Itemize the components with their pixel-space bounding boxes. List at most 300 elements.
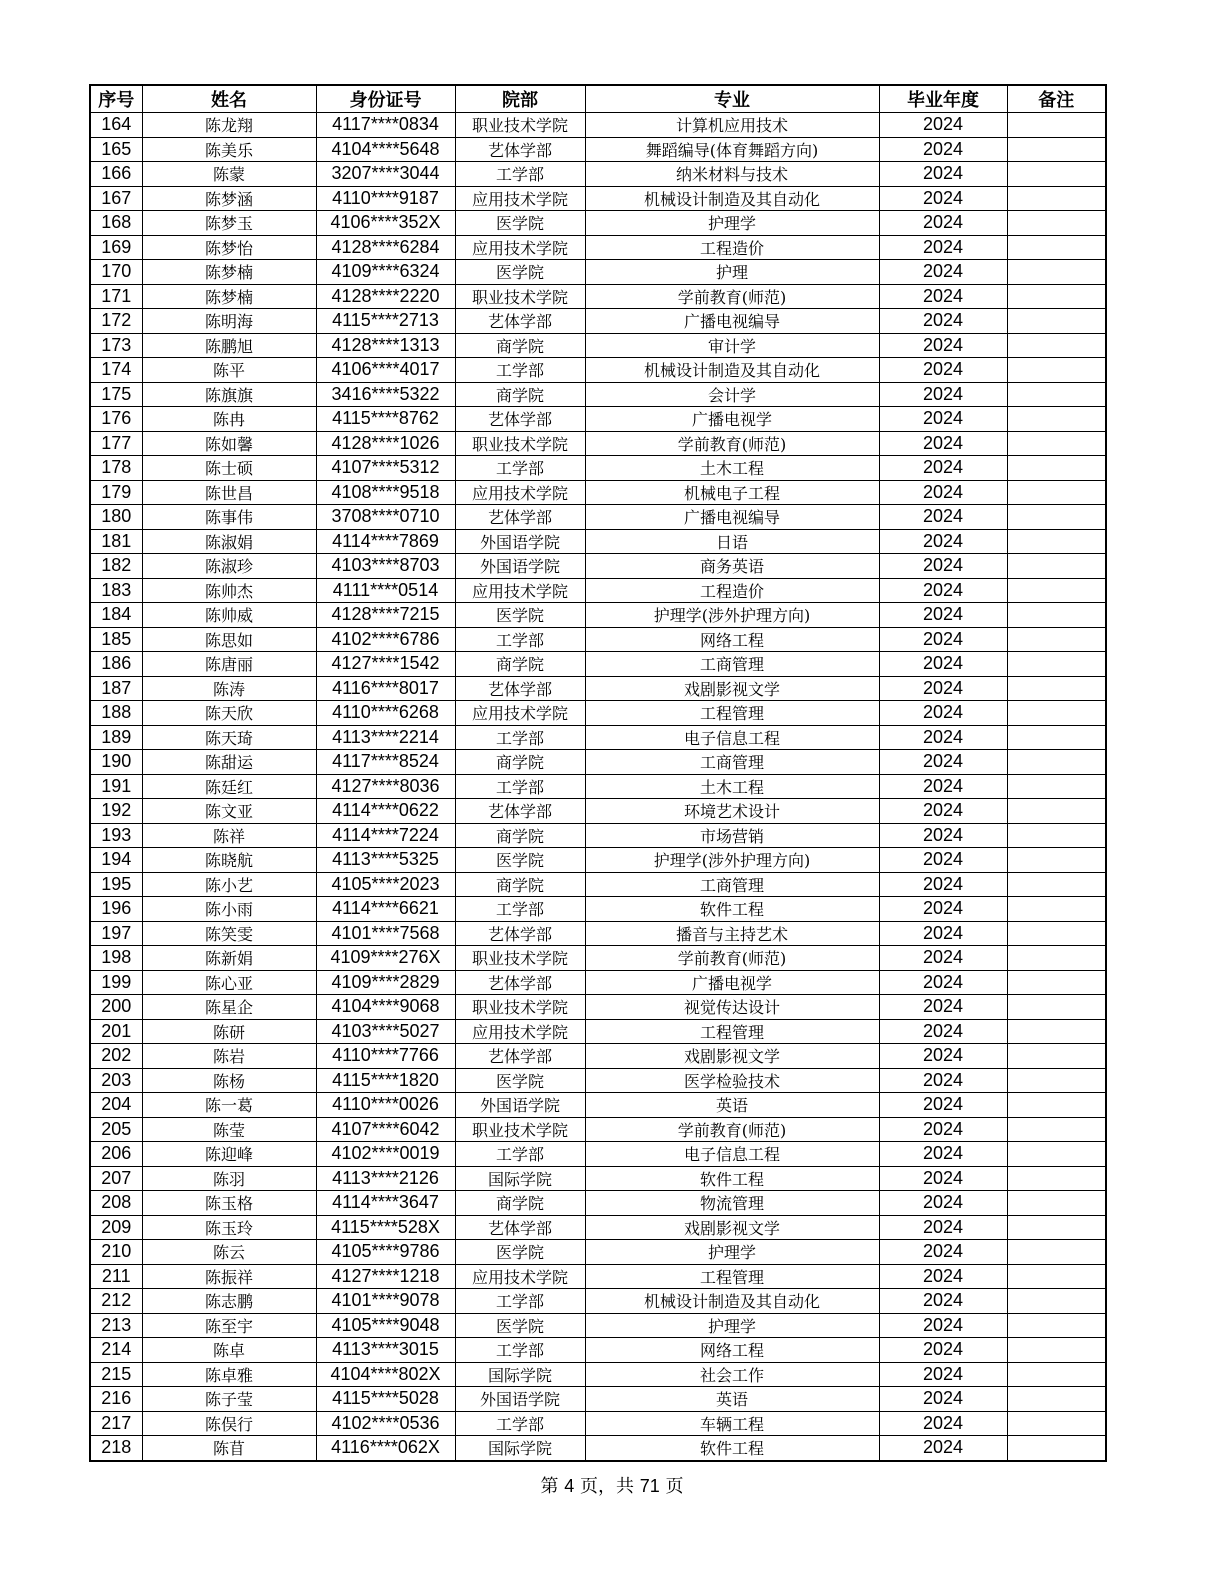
cell-remarks — [1007, 872, 1106, 897]
cell-major: 医学检验技术 — [585, 1068, 879, 1093]
cell-graduation-year: 2024 — [879, 848, 1007, 873]
header-remarks: 备注 — [1007, 85, 1106, 113]
cell-major: 护理学 — [585, 1240, 879, 1265]
cell-graduation-year: 2024 — [879, 1240, 1007, 1265]
cell-id-number: 4103****8703 — [316, 554, 455, 579]
cell-remarks — [1007, 725, 1106, 750]
cell-department: 商学院 — [455, 652, 585, 677]
cell-index: 198 — [90, 946, 142, 971]
cell-name: 陈帅杰 — [142, 578, 316, 603]
table-row — [90, 1436, 1106, 1461]
cell-major: 土木工程 — [585, 456, 879, 481]
table-row — [90, 627, 1106, 652]
cell-name: 陈羽 — [142, 1166, 316, 1191]
cell-index: 178 — [90, 456, 142, 481]
cell-name: 陈天琦 — [142, 725, 316, 750]
header-department: 院部 — [455, 85, 585, 113]
footer-middle: 页，共 — [579, 1476, 634, 1497]
cell-major: 工程造价 — [585, 578, 879, 603]
cell-remarks — [1007, 676, 1106, 701]
cell-major: 会计学 — [585, 382, 879, 407]
table-row — [90, 358, 1106, 383]
cell-graduation-year: 2024 — [879, 1215, 1007, 1240]
cell-id-number: 4113****2126 — [316, 1166, 455, 1191]
table-row — [90, 799, 1106, 824]
cell-index: 200 — [90, 995, 142, 1020]
cell-graduation-year: 2024 — [879, 235, 1007, 260]
cell-id-number: 4105****9048 — [316, 1313, 455, 1338]
cell-name: 陈龙翔 — [142, 113, 316, 138]
table-row — [90, 946, 1106, 971]
table-row — [90, 1362, 1106, 1387]
cell-id-number: 4106****4017 — [316, 358, 455, 383]
cell-graduation-year: 2024 — [879, 1436, 1007, 1461]
table-row — [90, 260, 1106, 285]
cell-index: 175 — [90, 382, 142, 407]
cell-major: 护理学 — [585, 211, 879, 236]
cell-major: 英语 — [585, 1387, 879, 1412]
cell-id-number: 4102****6786 — [316, 627, 455, 652]
cell-graduation-year: 2024 — [879, 1264, 1007, 1289]
cell-graduation-year: 2024 — [879, 1289, 1007, 1314]
cell-name: 陈心亚 — [142, 970, 316, 995]
cell-index: 192 — [90, 799, 142, 824]
cell-major: 软件工程 — [585, 897, 879, 922]
cell-id-number: 4117****0834 — [316, 113, 455, 138]
table-row — [90, 235, 1106, 260]
table-row — [90, 211, 1106, 236]
cell-index: 197 — [90, 921, 142, 946]
cell-name: 陈笑雯 — [142, 921, 316, 946]
cell-name: 陈子莹 — [142, 1387, 316, 1412]
cell-remarks — [1007, 970, 1106, 995]
table-row — [90, 578, 1106, 603]
cell-name: 陈卓雅 — [142, 1362, 316, 1387]
table-row — [90, 1093, 1106, 1118]
cell-graduation-year: 2024 — [879, 1411, 1007, 1436]
cell-name: 陈梦玉 — [142, 211, 316, 236]
cell-id-number: 4101****7568 — [316, 921, 455, 946]
cell-remarks — [1007, 627, 1106, 652]
page-footer — [0, 1472, 1224, 1498]
cell-id-number: 4103****5027 — [316, 1019, 455, 1044]
table-row — [90, 1215, 1106, 1240]
cell-graduation-year: 2024 — [879, 1313, 1007, 1338]
cell-name: 陈帅威 — [142, 603, 316, 628]
cell-index: 168 — [90, 211, 142, 236]
cell-graduation-year: 2024 — [879, 1338, 1007, 1363]
cell-index: 189 — [90, 725, 142, 750]
cell-name: 陈甜运 — [142, 750, 316, 775]
cell-id-number: 4111****0514 — [316, 578, 455, 603]
cell-name: 陈唐丽 — [142, 652, 316, 677]
cell-major: 工商管理 — [585, 652, 879, 677]
cell-department: 职业技术学院 — [455, 946, 585, 971]
cell-graduation-year: 2024 — [879, 676, 1007, 701]
cell-name: 陈梦楠 — [142, 260, 316, 285]
cell-index: 164 — [90, 113, 142, 138]
cell-department: 外国语学院 — [455, 554, 585, 579]
cell-graduation-year: 2024 — [879, 284, 1007, 309]
cell-major: 视觉传达设计 — [585, 995, 879, 1020]
cell-major: 护理 — [585, 260, 879, 285]
cell-graduation-year: 2024 — [879, 162, 1007, 187]
cell-graduation-year: 2024 — [879, 1044, 1007, 1069]
cell-index: 179 — [90, 480, 142, 505]
cell-index: 185 — [90, 627, 142, 652]
cell-id-number: 4110****6268 — [316, 701, 455, 726]
cell-name: 陈小艺 — [142, 872, 316, 897]
cell-major: 机械设计制造及其自动化 — [585, 1289, 879, 1314]
cell-department: 商学院 — [455, 382, 585, 407]
cell-department: 工学部 — [455, 1338, 585, 1363]
cell-remarks — [1007, 529, 1106, 554]
cell-id-number: 4128****1313 — [316, 333, 455, 358]
cell-remarks — [1007, 1215, 1106, 1240]
header-graduation-year: 毕业年度 — [879, 85, 1007, 113]
cell-graduation-year: 2024 — [879, 113, 1007, 138]
cell-id-number: 4107****5312 — [316, 456, 455, 481]
cell-department: 商学院 — [455, 1191, 585, 1216]
cell-department: 职业技术学院 — [455, 113, 585, 138]
cell-name: 陈卓 — [142, 1338, 316, 1363]
cell-major: 广播电视学 — [585, 407, 879, 432]
cell-name: 陈世昌 — [142, 480, 316, 505]
cell-graduation-year: 2024 — [879, 137, 1007, 162]
cell-major: 工程造价 — [585, 235, 879, 260]
cell-name: 陈梦涵 — [142, 186, 316, 211]
table-row — [90, 1313, 1106, 1338]
cell-name: 陈平 — [142, 358, 316, 383]
cell-major: 学前教育(师范) — [585, 431, 879, 456]
cell-graduation-year: 2024 — [879, 505, 1007, 530]
cell-remarks — [1007, 358, 1106, 383]
cell-graduation-year: 2024 — [879, 1362, 1007, 1387]
cell-department: 医学院 — [455, 260, 585, 285]
table-row — [90, 456, 1106, 481]
cell-remarks — [1007, 505, 1106, 530]
cell-department: 商学院 — [455, 750, 585, 775]
cell-remarks — [1007, 1142, 1106, 1167]
cell-graduation-year: 2024 — [879, 1191, 1007, 1216]
cell-remarks — [1007, 113, 1106, 138]
cell-remarks — [1007, 848, 1106, 873]
cell-department: 工学部 — [455, 162, 585, 187]
cell-name: 陈蒙 — [142, 162, 316, 187]
cell-graduation-year: 2024 — [879, 701, 1007, 726]
cell-remarks — [1007, 1362, 1106, 1387]
cell-index: 173 — [90, 333, 142, 358]
cell-major: 网络工程 — [585, 1338, 879, 1363]
cell-major: 工程管理 — [585, 701, 879, 726]
cell-index: 211 — [90, 1264, 142, 1289]
cell-remarks — [1007, 995, 1106, 1020]
cell-department: 职业技术学院 — [455, 284, 585, 309]
cell-name: 陈志鹏 — [142, 1289, 316, 1314]
table-row — [90, 774, 1106, 799]
cell-name: 陈文亚 — [142, 799, 316, 824]
table-row — [90, 652, 1106, 677]
table-row — [90, 701, 1106, 726]
cell-remarks — [1007, 480, 1106, 505]
cell-graduation-year: 2024 — [879, 1068, 1007, 1093]
cell-name: 陈淑珍 — [142, 554, 316, 579]
cell-id-number: 4109****2829 — [316, 970, 455, 995]
cell-remarks — [1007, 1264, 1106, 1289]
cell-major: 工程管理 — [585, 1264, 879, 1289]
cell-graduation-year: 2024 — [879, 431, 1007, 456]
cell-index: 176 — [90, 407, 142, 432]
cell-graduation-year: 2024 — [879, 946, 1007, 971]
cell-major: 播音与主持艺术 — [585, 921, 879, 946]
table-row — [90, 1387, 1106, 1412]
cell-department: 医学院 — [455, 1313, 585, 1338]
cell-index: 216 — [90, 1387, 142, 1412]
cell-id-number: 4108****9518 — [316, 480, 455, 505]
cell-remarks — [1007, 407, 1106, 432]
cell-remarks — [1007, 186, 1106, 211]
cell-index: 199 — [90, 970, 142, 995]
cell-graduation-year: 2024 — [879, 1166, 1007, 1191]
cell-id-number: 4115****1820 — [316, 1068, 455, 1093]
cell-department: 工学部 — [455, 358, 585, 383]
cell-name: 陈小雨 — [142, 897, 316, 922]
cell-index: 207 — [90, 1166, 142, 1191]
cell-name: 陈晓航 — [142, 848, 316, 873]
cell-id-number: 4110****9187 — [316, 186, 455, 211]
cell-department: 应用技术学院 — [455, 186, 585, 211]
cell-name: 陈振祥 — [142, 1264, 316, 1289]
cell-name: 陈俣行 — [142, 1411, 316, 1436]
cell-graduation-year: 2024 — [879, 897, 1007, 922]
cell-major: 软件工程 — [585, 1166, 879, 1191]
cell-name: 陈玉玲 — [142, 1215, 316, 1240]
cell-id-number: 4116****8017 — [316, 676, 455, 701]
table-row — [90, 1117, 1106, 1142]
cell-id-number: 4104****5648 — [316, 137, 455, 162]
cell-department: 艺体学部 — [455, 505, 585, 530]
cell-id-number: 4127****8036 — [316, 774, 455, 799]
table-row — [90, 529, 1106, 554]
cell-id-number: 4109****276X — [316, 946, 455, 971]
cell-major: 土木工程 — [585, 774, 879, 799]
cell-major: 审计学 — [585, 333, 879, 358]
cell-name: 陈梦怡 — [142, 235, 316, 260]
table-row — [90, 603, 1106, 628]
cell-department: 医学院 — [455, 848, 585, 873]
cell-department: 医学院 — [455, 1068, 585, 1093]
table-row — [90, 407, 1106, 432]
table-row — [90, 750, 1106, 775]
table-row — [90, 921, 1106, 946]
cell-remarks — [1007, 1166, 1106, 1191]
cell-name: 陈玉格 — [142, 1191, 316, 1216]
cell-graduation-year: 2024 — [879, 1093, 1007, 1118]
cell-department: 商学院 — [455, 823, 585, 848]
cell-name: 陈至宇 — [142, 1313, 316, 1338]
cell-index: 196 — [90, 897, 142, 922]
cell-major: 纳米材料与技术 — [585, 162, 879, 187]
cell-index: 171 — [90, 284, 142, 309]
cell-remarks — [1007, 456, 1106, 481]
cell-remarks — [1007, 603, 1106, 628]
table-row — [90, 1264, 1106, 1289]
cell-index: 165 — [90, 137, 142, 162]
cell-remarks — [1007, 1338, 1106, 1363]
cell-id-number: 4114****6621 — [316, 897, 455, 922]
cell-name: 陈明海 — [142, 309, 316, 334]
table-row — [90, 970, 1106, 995]
cell-major: 工商管理 — [585, 872, 879, 897]
cell-id-number: 4114****3647 — [316, 1191, 455, 1216]
cell-id-number: 4115****5028 — [316, 1387, 455, 1412]
cell-department: 应用技术学院 — [455, 1019, 585, 1044]
cell-remarks — [1007, 1411, 1106, 1436]
cell-major: 物流管理 — [585, 1191, 879, 1216]
cell-graduation-year: 2024 — [879, 603, 1007, 628]
table-row — [90, 1191, 1106, 1216]
cell-index: 169 — [90, 235, 142, 260]
table-row — [90, 333, 1106, 358]
cell-remarks — [1007, 921, 1106, 946]
roster-table — [89, 84, 1107, 1462]
cell-graduation-year: 2024 — [879, 823, 1007, 848]
cell-department: 工学部 — [455, 1142, 585, 1167]
cell-remarks — [1007, 260, 1106, 285]
cell-department: 应用技术学院 — [455, 1264, 585, 1289]
cell-index: 209 — [90, 1215, 142, 1240]
cell-graduation-year: 2024 — [879, 309, 1007, 334]
cell-graduation-year: 2024 — [879, 333, 1007, 358]
cell-department: 工学部 — [455, 1289, 585, 1314]
cell-graduation-year: 2024 — [879, 578, 1007, 603]
cell-id-number: 4116****062X — [316, 1436, 455, 1461]
cell-department: 职业技术学院 — [455, 431, 585, 456]
cell-department: 艺体学部 — [455, 921, 585, 946]
cell-remarks — [1007, 554, 1106, 579]
cell-id-number: 4114****7224 — [316, 823, 455, 848]
cell-graduation-year: 2024 — [879, 799, 1007, 824]
cell-remarks — [1007, 235, 1106, 260]
cell-index: 205 — [90, 1117, 142, 1142]
cell-remarks — [1007, 284, 1106, 309]
cell-name: 陈冉 — [142, 407, 316, 432]
cell-id-number: 4113****3015 — [316, 1338, 455, 1363]
cell-department: 艺体学部 — [455, 309, 585, 334]
cell-name: 陈杨 — [142, 1068, 316, 1093]
cell-index: 204 — [90, 1093, 142, 1118]
cell-name: 陈云 — [142, 1240, 316, 1265]
footer-page-number: 4 — [564, 1476, 575, 1496]
cell-index: 214 — [90, 1338, 142, 1363]
table-row — [90, 505, 1106, 530]
cell-name: 陈新娟 — [142, 946, 316, 971]
cell-id-number: 4105****9786 — [316, 1240, 455, 1265]
table-row — [90, 382, 1106, 407]
table-row — [90, 725, 1106, 750]
cell-remarks — [1007, 701, 1106, 726]
cell-department: 应用技术学院 — [455, 480, 585, 505]
table-row — [90, 480, 1106, 505]
cell-department: 艺体学部 — [455, 676, 585, 701]
cell-graduation-year: 2024 — [879, 1142, 1007, 1167]
cell-id-number: 4104****9068 — [316, 995, 455, 1020]
cell-id-number: 4113****2214 — [316, 725, 455, 750]
cell-major: 计算机应用技术 — [585, 113, 879, 138]
cell-name: 陈研 — [142, 1019, 316, 1044]
cell-index: 215 — [90, 1362, 142, 1387]
cell-department: 艺体学部 — [455, 1215, 585, 1240]
cell-major: 学前教育(师范) — [585, 946, 879, 971]
cell-major: 机械电子工程 — [585, 480, 879, 505]
cell-major: 英语 — [585, 1093, 879, 1118]
cell-remarks — [1007, 652, 1106, 677]
cell-index: 184 — [90, 603, 142, 628]
cell-name: 陈迎峰 — [142, 1142, 316, 1167]
cell-index: 191 — [90, 774, 142, 799]
table-row — [90, 872, 1106, 897]
header-row — [90, 85, 1106, 113]
cell-graduation-year: 2024 — [879, 260, 1007, 285]
cell-index: 177 — [90, 431, 142, 456]
cell-remarks — [1007, 946, 1106, 971]
cell-graduation-year: 2024 — [879, 358, 1007, 383]
cell-department: 外国语学院 — [455, 529, 585, 554]
table-row — [90, 137, 1106, 162]
cell-major: 电子信息工程 — [585, 1142, 879, 1167]
cell-id-number: 4104****802X — [316, 1362, 455, 1387]
cell-name: 陈莹 — [142, 1117, 316, 1142]
cell-index: 218 — [90, 1436, 142, 1461]
cell-department: 工学部 — [455, 774, 585, 799]
cell-remarks — [1007, 1093, 1106, 1118]
table-row — [90, 186, 1106, 211]
cell-index: 187 — [90, 676, 142, 701]
cell-id-number: 4106****352X — [316, 211, 455, 236]
cell-major: 广播电视编导 — [585, 505, 879, 530]
header-id-number: 身份证号 — [316, 85, 455, 113]
cell-remarks — [1007, 1044, 1106, 1069]
cell-name: 陈祥 — [142, 823, 316, 848]
cell-graduation-year: 2024 — [879, 1019, 1007, 1044]
cell-remarks — [1007, 750, 1106, 775]
cell-department: 外国语学院 — [455, 1093, 585, 1118]
cell-major: 工程管理 — [585, 1019, 879, 1044]
table-row — [90, 848, 1106, 873]
cell-name: 陈鹏旭 — [142, 333, 316, 358]
cell-remarks — [1007, 774, 1106, 799]
cell-major: 护理学(涉外护理方向) — [585, 603, 879, 628]
table-row — [90, 284, 1106, 309]
cell-index: 183 — [90, 578, 142, 603]
cell-index: 203 — [90, 1068, 142, 1093]
cell-graduation-year: 2024 — [879, 382, 1007, 407]
cell-name: 陈天欣 — [142, 701, 316, 726]
cell-major: 日语 — [585, 529, 879, 554]
cell-id-number: 3207****3044 — [316, 162, 455, 187]
cell-id-number: 4115****528X — [316, 1215, 455, 1240]
cell-id-number: 4105****2023 — [316, 872, 455, 897]
cell-index: 213 — [90, 1313, 142, 1338]
cell-major: 护理学 — [585, 1313, 879, 1338]
cell-department: 应用技术学院 — [455, 578, 585, 603]
cell-name: 陈涛 — [142, 676, 316, 701]
cell-name: 陈士硕 — [142, 456, 316, 481]
cell-remarks — [1007, 309, 1106, 334]
cell-id-number: 4101****9078 — [316, 1289, 455, 1314]
table-row — [90, 1142, 1106, 1167]
cell-index: 174 — [90, 358, 142, 383]
